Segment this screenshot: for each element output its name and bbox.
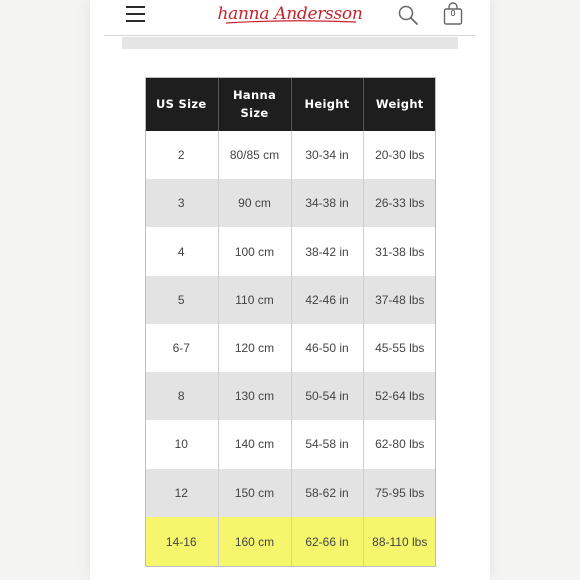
table-row	[145, 227, 436, 275]
cell-height: 58-62 in	[291, 469, 363, 517]
cell-weight: 37-48 lbs	[363, 276, 436, 324]
column-header-weight: Weight	[363, 77, 436, 131]
column-header-hanna-size: Hanna Size	[218, 77, 291, 131]
cell-height: 30-34 in	[291, 131, 363, 179]
cell-us-size: 2	[145, 131, 218, 179]
cell-us-size: 12	[145, 469, 218, 517]
cell-weight: 31-38 lbs	[363, 227, 436, 275]
cell-us-size: 4	[145, 227, 218, 275]
banner-strip	[122, 37, 458, 49]
cell-height: 50-54 in	[291, 372, 363, 420]
cell-height: 46-50 in	[291, 324, 363, 372]
cell-hanna-size: 100 cm	[218, 227, 291, 275]
cell-hanna-size: 130 cm	[218, 372, 291, 420]
table-row	[145, 324, 436, 372]
cell-height: 38-42 in	[291, 227, 363, 275]
shopping-bag-icon[interactable]	[442, 2, 464, 26]
brand-logo[interactable]	[218, 0, 362, 28]
cell-hanna-size: 160 cm	[218, 517, 291, 567]
page	[90, 0, 490, 580]
cell-height: 62-66 in	[291, 517, 363, 567]
site-header	[90, 0, 490, 34]
table-row	[145, 372, 436, 420]
cell-hanna-size: 80/85 cm	[218, 131, 291, 179]
cell-weight: 45-55 lbs	[363, 324, 436, 372]
cell-us-size: 3	[145, 179, 218, 227]
cell-height: 54-58 in	[291, 420, 363, 468]
cell-us-size: 5	[145, 276, 218, 324]
cell-us-size: 10	[145, 420, 218, 468]
cell-weight: 20-30 lbs	[363, 131, 436, 179]
cell-weight: 62-80 lbs	[363, 420, 436, 468]
cell-us-size: 8	[145, 372, 218, 420]
cell-hanna-size: 110 cm	[218, 276, 291, 324]
svg-text:hanna Andersson: hanna Andersson	[218, 4, 362, 24]
column-header-us-size: US Size	[145, 77, 218, 131]
table-row	[145, 469, 436, 517]
cell-us-size: 6-7	[145, 324, 218, 372]
cell-weight: 75-95 lbs	[363, 469, 436, 517]
header-divider	[104, 35, 476, 36]
cell-hanna-size: 120 cm	[218, 324, 291, 372]
size-chart-table	[145, 77, 436, 567]
cell-us-size: 14-16	[145, 517, 218, 567]
table-row	[145, 276, 436, 324]
cell-height: 34-38 in	[291, 179, 363, 227]
table-header-row	[145, 77, 436, 131]
menu-icon[interactable]	[126, 5, 145, 23]
cell-hanna-size: 140 cm	[218, 420, 291, 468]
search-icon[interactable]	[397, 4, 419, 26]
cell-hanna-size: 90 cm	[218, 179, 291, 227]
table-row	[145, 179, 436, 227]
highlighted-table-row	[145, 517, 436, 567]
cell-weight: 52-64 lbs	[363, 372, 436, 420]
table-row	[145, 131, 436, 179]
cell-height: 42-46 in	[291, 276, 363, 324]
cell-weight: 88-110 lbs	[363, 517, 436, 567]
column-header-height: Height	[291, 77, 363, 131]
cell-hanna-size: 150 cm	[218, 469, 291, 517]
cell-weight: 26-33 lbs	[363, 179, 436, 227]
cart-count: 0	[450, 9, 456, 18]
table-row	[145, 420, 436, 468]
